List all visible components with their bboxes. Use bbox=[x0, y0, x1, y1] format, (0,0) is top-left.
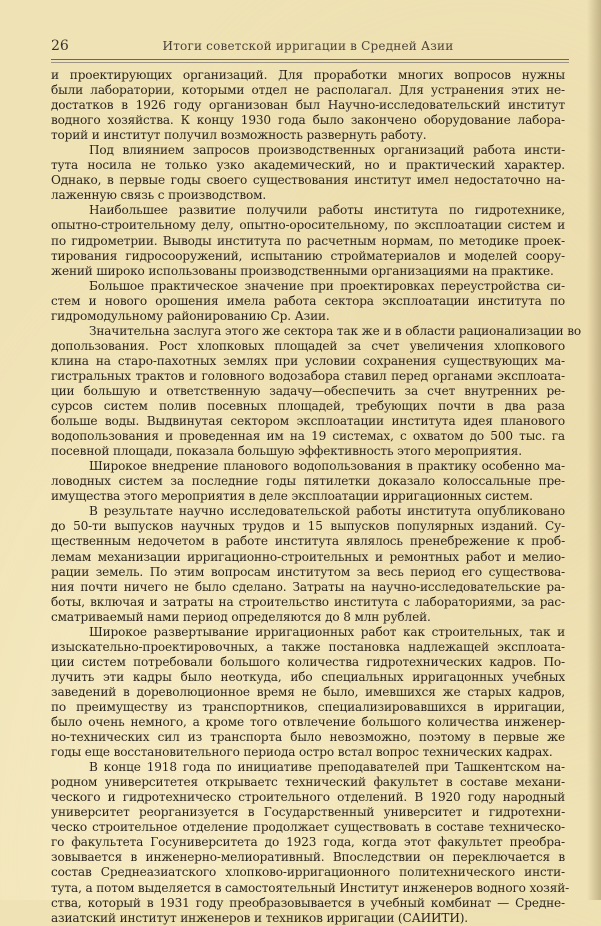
text-line: достатков в 1926 году организован был Научно-исследовательский институт bbox=[51, 98, 565, 113]
text-line: по преимуществу из транспортников, специализировавшихся в ирригации, bbox=[51, 699, 565, 714]
paragraph bbox=[51, 143, 565, 203]
text-line: водного хозяйства. К концу 1930 года было закончено оборудование лабора- bbox=[51, 113, 565, 128]
text-line: имущества этого мероприятия в деле эксплоатации ирригационных систем. bbox=[51, 489, 533, 504]
text-line: ческо строительное отделение продолжает существовать в составе техническо- bbox=[51, 820, 565, 835]
text-line: были лаборатории, которыми отдел не располагал. Для устранения этих не- bbox=[51, 83, 565, 98]
text-line: щественным недочетом в работе института являлось пренебрежение к проб- bbox=[51, 534, 565, 549]
text-line: до 50-ти выпусков научных трудов и 15 выпусков популярных изданий. Су- bbox=[51, 519, 565, 534]
text-line: гистральных трактов и головного водозабора ставил перед органами эксплоата- bbox=[51, 368, 565, 383]
text-line: тута, а потом выделяется в самостоятельный Институт инженеров водного хозяй- bbox=[51, 880, 570, 895]
text-line: Широкое развертывание ирригационных работ как строительных, так и bbox=[89, 624, 565, 639]
text-line: го факультета Госуниверситета до 1923 года, когда этот факультет преобра- bbox=[51, 835, 565, 850]
running-title: Итоги советской ирригации в Средней Азии bbox=[162, 39, 454, 53]
paragraph bbox=[51, 459, 565, 504]
text-line: азиатский институт инженеров и техников ирригации (САИИТИ). bbox=[51, 910, 468, 925]
text-line: Большое практическое значение при проектировках переустройства си- bbox=[89, 278, 565, 293]
text-line: тута носила не только узко академический, но и практический характер. bbox=[51, 158, 565, 173]
text-line: Под влиянием запросов производственных организаций работа инсти- bbox=[89, 143, 565, 158]
page-number: 26 bbox=[51, 38, 69, 54]
paragraph bbox=[51, 323, 582, 459]
text-line: больше воды. Выдвинутая сектором эксплоатации института идея планового bbox=[51, 414, 565, 429]
text-line: по гидрометрии. Выводы института по расчетным нормам, по методике проек- bbox=[51, 233, 565, 248]
text-line: состав Среднеазиатского хлопково-ирригационного политехнического инсти- bbox=[51, 865, 565, 880]
text-line: ства, который в 1931 году преобразовывается в учебный комбинат — Средне- bbox=[51, 895, 565, 910]
text-line: Однако, в первые годы своего существования институт имел недостаточно на- bbox=[51, 173, 565, 188]
paragraph bbox=[51, 203, 565, 278]
paragraph bbox=[51, 68, 565, 143]
text-line: родном университетея открываетс технический факультет в составе механи- bbox=[51, 775, 565, 790]
text-line: Наибольшее развитие получили работы института по гидротехнике, bbox=[89, 203, 565, 218]
text-line: лаженную связь с производством. bbox=[51, 188, 267, 203]
header-rule bbox=[51, 59, 569, 60]
text-line: В результате научно исследовательской работы института опубликовано bbox=[89, 504, 565, 519]
text-line: ции систем потребовали большого количества гидротехнических кадров. По- bbox=[51, 654, 565, 669]
text-line: ции большую и ответственную задачу—обеспечить за счет внутренних ре- bbox=[51, 383, 565, 398]
text-line: годы еще восстановительного периода остро встал вопрос технических кадрах. bbox=[51, 745, 553, 760]
text-line: заведений в дореволюционное время не было, имевшихся же старых кадров, bbox=[51, 684, 565, 699]
paragraph bbox=[51, 504, 565, 624]
text-line: допользования. Рост хлопковых площадей за счет увеличения хлопкового bbox=[51, 338, 565, 353]
text-line: сурсов систем полив посевных площадей, требующих почти в два раза bbox=[51, 399, 565, 414]
text-line: рации земель. По этим вопросам институтом за весь период его существова- bbox=[51, 564, 565, 579]
paragraph bbox=[51, 625, 565, 760]
text-line: но-технических сил из транспорта было невозможно, поэтому в первые же bbox=[51, 730, 565, 745]
text-line: жений широко использованы производственными организациями на практике. bbox=[51, 263, 554, 278]
text-line: Значительна заслуга этого же сектора так же и в области рационализации во bbox=[89, 323, 582, 338]
text-line: стем и нового орошения имела работа сектора эксплоатации института по bbox=[51, 293, 565, 308]
text-line: лемам механизации ирригационно-строительных и ремонтных работ и мелио- bbox=[51, 549, 565, 564]
text-line: ческого и гидротехническо строительного отделений. В 1920 году народный bbox=[51, 790, 565, 805]
page-header bbox=[51, 38, 565, 58]
text-line: посевной площади, показала большую эффективность этого мероприятия. bbox=[51, 444, 522, 459]
text-line: было очень немного, а кроме того отвлечение большого количества инженер- bbox=[51, 715, 565, 730]
paragraph bbox=[51, 279, 565, 324]
text-line: лучить эти кадры было неоткуда, ибо специальных ирригацонных учебных bbox=[51, 669, 565, 684]
text-line: Широкое внедрение планового водопользования в практику особенно ма- bbox=[89, 459, 565, 474]
body-text bbox=[51, 68, 582, 926]
text-line: ловодных систем за последние годы пятилетки доказало колоссальные пре- bbox=[51, 474, 565, 489]
book-spine-shadow bbox=[587, 0, 601, 900]
text-line: университет реорганизуется в Государственный университет и гидротехни- bbox=[51, 805, 565, 820]
text-line: изыскательно-проектировочных, а также постановка надлежащей эксплоата- bbox=[51, 639, 565, 654]
text-line: гидромодульному районированию Ср. Азии. bbox=[51, 308, 330, 323]
text-line: сматриваемый нами период определяются до 8 млн рублей. bbox=[51, 609, 431, 624]
paragraph bbox=[51, 760, 570, 926]
text-line: зовывается в инженерно-мелиоративный. Впоследствии он переключается в bbox=[51, 850, 565, 865]
text-line: тирования гидросооружений, испытанию стройматериалов и моделей соору- bbox=[51, 248, 565, 263]
text-line: клина на старо-пахотных землях при условии сохранения существующих ма- bbox=[51, 353, 565, 368]
text-line: опытно-строительному делу, опытно-оросительному, по эксплоатации систем и bbox=[51, 218, 565, 233]
text-line: В конце 1918 года по инициативе преподавателей при Ташкентском на- bbox=[89, 760, 565, 775]
header-rule-secondary bbox=[51, 62, 569, 63]
text-line: водопользования и проведенная им на 19 системах, с охватом до 500 тыс. га bbox=[51, 429, 565, 444]
text-line: торий и институт получил возможность развернуть работу. bbox=[51, 128, 427, 143]
text-line: ния почти ничего не было сделано. Затраты на научно-исследовательские ра- bbox=[51, 579, 565, 594]
text-line: и проектирующих организаций. Для проработки многих вопросов нужны bbox=[51, 68, 565, 82]
text-line: боты, включая и затраты на строительство института с лабораториями, за рас- bbox=[51, 594, 565, 609]
